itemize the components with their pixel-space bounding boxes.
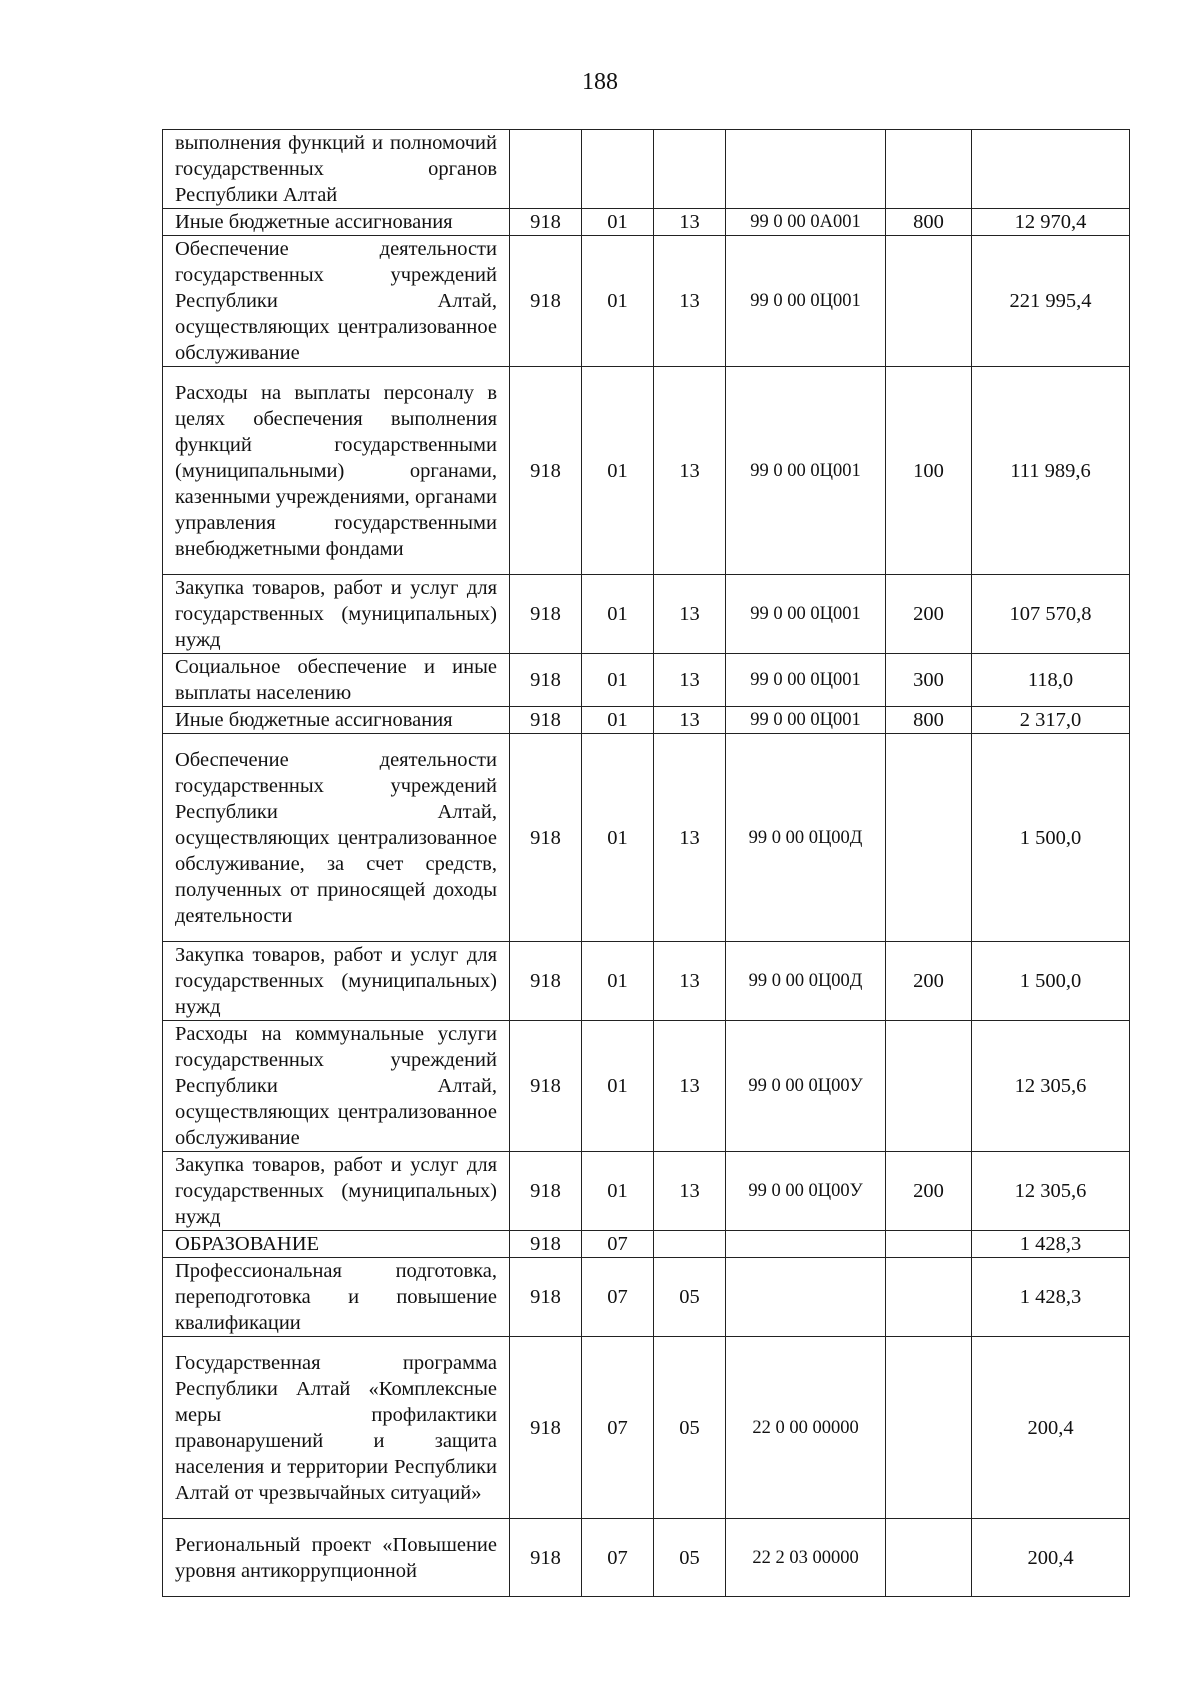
subsection-cell: 13 [654,209,726,236]
expense-type-cell [886,1258,972,1337]
expense-type-cell [886,1231,972,1258]
name-cell: Социальное обеспечение и иные выплаты населению [163,654,510,707]
subsection-cell: 13 [654,707,726,734]
section-cell: 07 [582,1231,654,1258]
amount-cell: 111 989,6 [972,367,1130,575]
target-article-cell: 22 0 00 00000 [726,1337,886,1519]
target-article-cell: 99 0 00 0Ц001 [726,575,886,654]
target-article-cell [726,130,886,209]
section-cell: 01 [582,734,654,942]
target-article-cell: 99 0 00 0Ц001 [726,654,886,707]
name-cell: Обеспечение деятельности государственных учреждений Республики Алтай, осуществляющих централизованное обслуживание, за счет средств, полученных от приносящей доходы деятельности [163,734,510,942]
section-cell: 01 [582,942,654,1021]
name-cell: Обеспечение деятельности государственных учреждений Республики Алтай, осуществляющих централизованное обслуживание [163,236,510,367]
target-article-cell [726,1258,886,1337]
table-row [163,367,1130,575]
expense-type-cell [886,1519,972,1597]
section-cell: 01 [582,1152,654,1231]
target-article-cell: 99 0 00 0Ц00У [726,1021,886,1152]
expense-type-cell [886,734,972,942]
grbs-cell: 918 [510,734,582,942]
target-article-cell: 22 2 03 00000 [726,1519,886,1597]
subsection-cell: 13 [654,1021,726,1152]
amount-cell [972,130,1130,209]
table-row [163,209,1130,236]
expense-type-cell: 300 [886,654,972,707]
section-cell: 07 [582,1519,654,1597]
expense-type-cell [886,1337,972,1519]
name-cell: Расходы на выплаты персоналу в целях обеспечения выполнения функций государственными (муниципальными) органами, казенными учреждениями, органами управления государственными внебюджетными фондами [163,367,510,575]
table-row [163,575,1130,654]
target-article-cell [726,1231,886,1258]
subsection-cell: 13 [654,236,726,367]
name-cell: Профессиональная подготовка, переподготовка и повышение квалификации [163,1258,510,1337]
subsection-cell: 13 [654,654,726,707]
section-cell: 07 [582,1337,654,1519]
subsection-cell: 13 [654,1152,726,1231]
grbs-cell: 918 [510,1337,582,1519]
table-row [163,130,1130,209]
expense-type-cell [886,1021,972,1152]
table-row [163,707,1130,734]
amount-cell: 221 995,4 [972,236,1130,367]
table-row [163,654,1130,707]
grbs-cell: 918 [510,654,582,707]
amount-cell: 1 500,0 [972,942,1130,1021]
subsection-cell [654,130,726,209]
subsection-cell: 13 [654,575,726,654]
section-cell: 01 [582,575,654,654]
budget-table [162,129,1130,1597]
grbs-cell: 918 [510,1021,582,1152]
target-article-cell: 99 0 00 0Ц00Д [726,734,886,942]
table-row [163,1021,1130,1152]
amount-cell: 1 428,3 [972,1258,1130,1337]
expense-type-cell [886,130,972,209]
expense-type-cell: 200 [886,575,972,654]
name-cell: Закупка товаров, работ и услуг для государственных (муниципальных) нужд [163,575,510,654]
subsection-cell: 05 [654,1337,726,1519]
expense-type-cell: 100 [886,367,972,575]
section-cell [582,130,654,209]
section-cell: 01 [582,236,654,367]
subsection-cell: 05 [654,1519,726,1597]
amount-cell: 200,4 [972,1337,1130,1519]
table-row [163,942,1130,1021]
amount-cell: 1 500,0 [972,734,1130,942]
expense-type-cell [886,236,972,367]
name-cell: Расходы на коммунальные услуги государственных учреждений Республики Алтай, осуществляющих централизованное обслуживание [163,1021,510,1152]
section-cell: 01 [582,1021,654,1152]
expense-type-cell: 800 [886,209,972,236]
grbs-cell: 918 [510,1519,582,1597]
section-cell: 01 [582,367,654,575]
name-cell: Государственная программа Республики Алтай «Комплексные меры профилактики правонарушений и защита населения и территории Республики Алтай от чрезвычайных ситуаций» [163,1337,510,1519]
name-cell: Региональный проект «Повышение уровня антикоррупционной [163,1519,510,1597]
section-cell: 01 [582,209,654,236]
amount-cell: 118,0 [972,654,1130,707]
target-article-cell: 99 0 00 0А001 [726,209,886,236]
budget-table-body [163,130,1130,1597]
subsection-cell: 13 [654,367,726,575]
grbs-cell: 918 [510,1152,582,1231]
amount-cell: 12 305,6 [972,1152,1130,1231]
name-cell: выполнения функций и полномочий государственных органов Республики Алтай [163,130,510,209]
table-row [163,1337,1130,1519]
table-row [163,1152,1130,1231]
subsection-cell: 13 [654,734,726,942]
subsection-cell [654,1231,726,1258]
amount-cell: 12 305,6 [972,1021,1130,1152]
name-cell: Иные бюджетные ассигнования [163,209,510,236]
grbs-cell: 918 [510,1258,582,1337]
subsection-cell: 13 [654,942,726,1021]
amount-cell: 107 570,8 [972,575,1130,654]
grbs-cell: 918 [510,1231,582,1258]
grbs-cell: 918 [510,209,582,236]
amount-cell: 1 428,3 [972,1231,1130,1258]
table-row [163,236,1130,367]
amount-cell: 2 317,0 [972,707,1130,734]
expense-type-cell: 200 [886,942,972,1021]
target-article-cell: 99 0 00 0Ц001 [726,707,886,734]
grbs-cell [510,130,582,209]
name-cell: Иные бюджетные ассигнования [163,707,510,734]
amount-cell: 12 970,4 [972,209,1130,236]
expense-type-cell: 800 [886,707,972,734]
grbs-cell: 918 [510,236,582,367]
grbs-cell: 918 [510,575,582,654]
section-cell: 01 [582,707,654,734]
expense-type-cell: 200 [886,1152,972,1231]
section-cell: 01 [582,654,654,707]
table-row [163,734,1130,942]
name-cell: Закупка товаров, работ и услуг для государственных (муниципальных) нужд [163,942,510,1021]
grbs-cell: 918 [510,942,582,1021]
target-article-cell: 99 0 00 0Ц00Д [726,942,886,1021]
grbs-cell: 918 [510,707,582,734]
page-number: 188 [582,69,618,95]
table-row [163,1258,1130,1337]
subsection-cell: 05 [654,1258,726,1337]
amount-cell: 200,4 [972,1519,1130,1597]
table-row [163,1231,1130,1258]
section-cell: 07 [582,1258,654,1337]
target-article-cell: 99 0 00 0Ц001 [726,236,886,367]
table-row [163,1519,1130,1597]
name-cell: ОБРАЗОВАНИЕ [163,1231,510,1258]
target-article-cell: 99 0 00 0Ц00У [726,1152,886,1231]
name-cell: Закупка товаров, работ и услуг для государственных (муниципальных) нужд [163,1152,510,1231]
target-article-cell: 99 0 00 0Ц001 [726,367,886,575]
grbs-cell: 918 [510,367,582,575]
